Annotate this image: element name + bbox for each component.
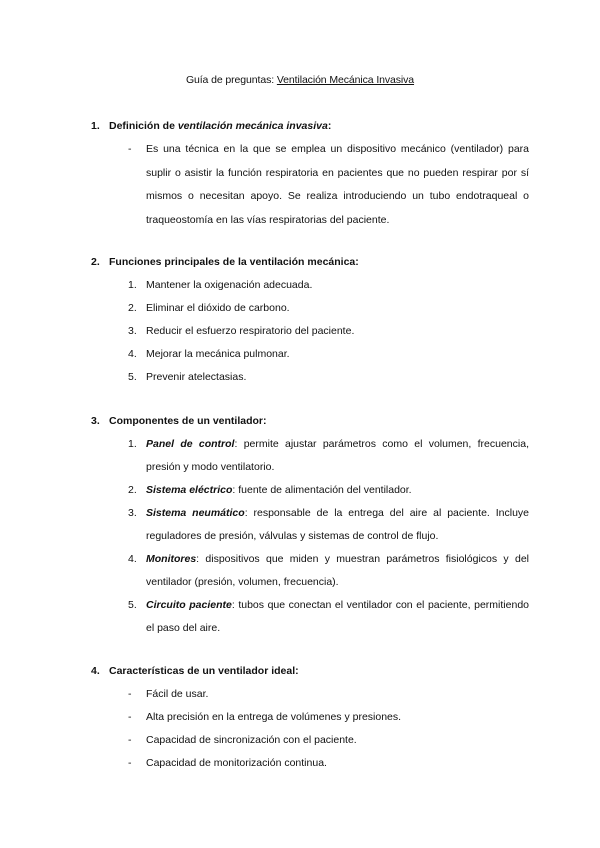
item-text: : fuente de alimentación del ventilador. <box>232 484 412 496</box>
item-marker: 2. <box>128 302 137 314</box>
item-text: Es una técnica en la que se emplea un dispositivo mecánico (ventilador) para suplir o asistir la función respiratoria en pacientes que no pueden respirar por sí mismos o necesitan apoyo. Se realiza introduciendo un tubo endotraqueal o traqueostomía en las vías respiratorias del paciente. <box>146 143 529 226</box>
section-number: 2. <box>91 256 100 268</box>
section-3-heading <box>91 415 267 427</box>
item-text: Alta precisión en la entrega de volúmenes y presiones. <box>146 711 402 723</box>
item-marker: 5. <box>128 599 137 611</box>
item-marker: 4. <box>128 348 137 360</box>
item-text: : responsable de la entrega del aire al paciente. Incluye reguladores de presión, válvulas y sistemas de control de flujo. <box>146 507 529 542</box>
item-marker: 3. <box>128 507 137 519</box>
item-text: Fácil de usar. <box>146 688 209 700</box>
item-term: Sistema neumático <box>146 507 245 519</box>
item-text: Mejorar la mecánica pulmonar. <box>146 348 290 360</box>
section-number: 4. <box>91 665 100 677</box>
item-text: Prevenir atelectasias. <box>146 371 247 383</box>
item-marker: 3. <box>128 325 137 337</box>
item-text: : tubos que conectan el ventilador con el paciente, permitiendo el paso del aire. <box>146 599 529 634</box>
item-text: Mantener la oxigenación adecuada. <box>146 279 313 291</box>
item-marker: - <box>128 711 132 723</box>
item-marker: - <box>128 688 132 700</box>
item-term: Sistema eléctrico <box>146 484 233 496</box>
item-marker: 2. <box>128 484 137 496</box>
heading-text: Componentes de un ventilador: <box>109 415 267 427</box>
item-marker: 5. <box>128 371 137 383</box>
item-marker: 4. <box>128 553 137 565</box>
item-text: Capacidad de sincronización con el paciente. <box>146 734 357 746</box>
item-marker: 1. <box>128 279 137 291</box>
item-marker: - <box>128 734 132 746</box>
item-marker: - <box>128 757 132 769</box>
item-text: : dispositivos que miden y muestran parámetros fisiológicos y del ventilador (presión, volumen, frecuencia). <box>146 553 529 588</box>
title-underlined: Ventilación Mecánica Invasiva <box>276 74 415 86</box>
item-text: : permite ajustar parámetros como el volumen, frecuencia, presión y modo ventilatorio. <box>146 438 529 473</box>
item-text: Capacidad de monitorización continua. <box>146 757 327 769</box>
item-text: Reducir el esfuerzo respiratorio del paciente. <box>146 325 355 337</box>
item-marker: 1. <box>128 438 137 450</box>
item-term: Monitores <box>146 553 197 565</box>
heading-italic: ventilación mecánica invasiva <box>177 120 328 132</box>
section-1-heading <box>91 120 331 132</box>
heading-text: Definición de <box>109 120 178 132</box>
section-number: 1. <box>91 120 100 132</box>
title-prefix: Guía de preguntas: <box>185 74 277 86</box>
item-text: Eliminar el dióxido de carbono. <box>146 302 290 314</box>
page-title <box>0 74 600 86</box>
heading-text: Funciones principales de la ventilación mecánica: <box>109 256 359 268</box>
heading-suffix: : <box>327 120 332 132</box>
item-term: Panel de control <box>146 438 235 450</box>
section-number: 3. <box>91 415 100 427</box>
heading-text: Características de un ventilador ideal: <box>109 665 299 677</box>
section-2-heading <box>91 256 359 268</box>
section-4-heading <box>91 665 299 677</box>
item-marker: - <box>128 143 132 155</box>
item-term: Circuito paciente <box>146 599 232 611</box>
